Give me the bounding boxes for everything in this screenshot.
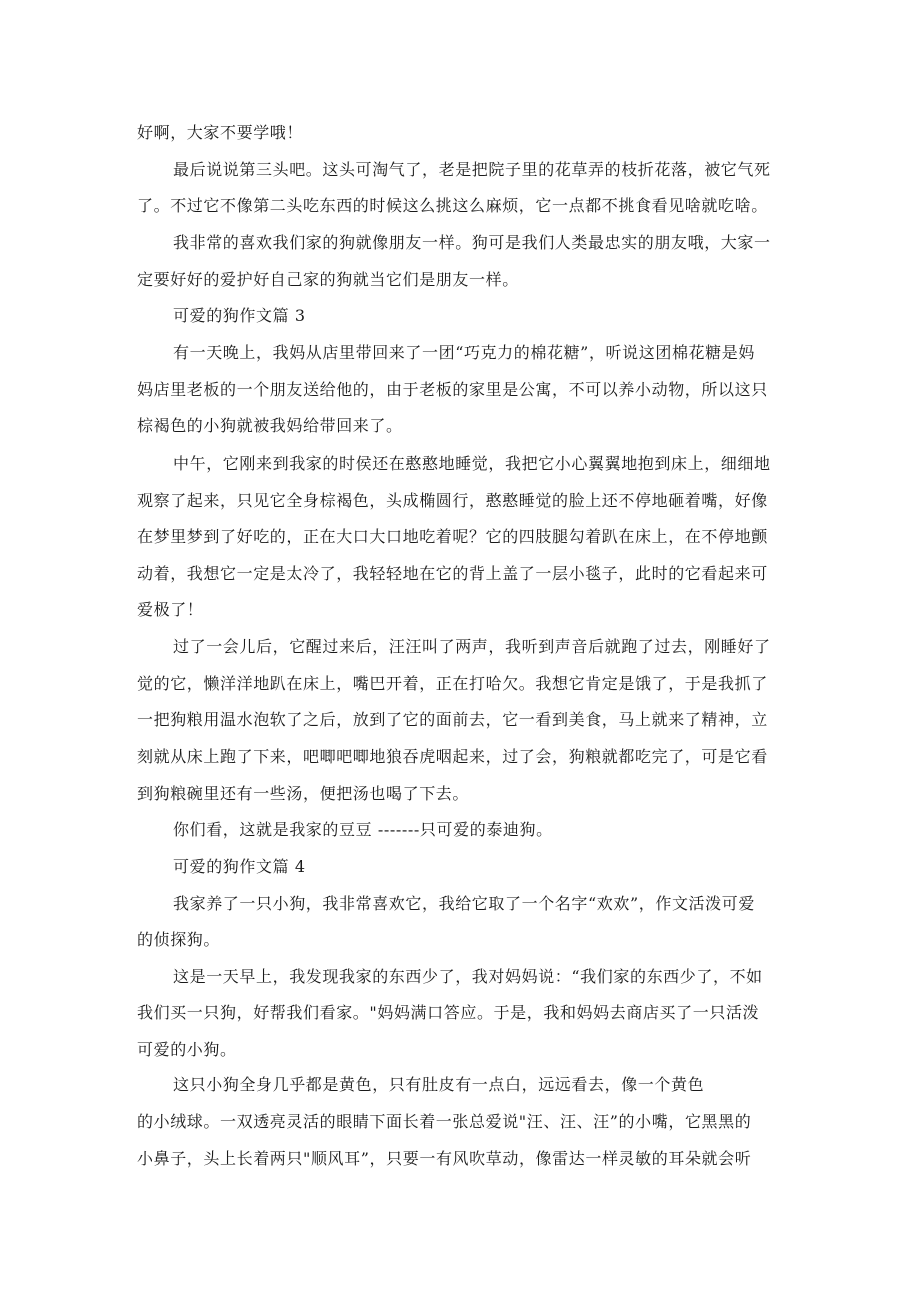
text-line: 可爱的小狗。 (137, 1040, 237, 1059)
text-line: 我们买一只狗，好帮我们看家。"妈妈满口答应。于是，我和妈妈去商店买了一只活泼 (137, 1003, 760, 1022)
text-line: 动着，我想它一定是太冷了，我轻轻地在它的背上盖了一层小毯子，此时的它看起来可 (137, 564, 768, 583)
text-line: 最后说说第三头吧。这头可淘气了，老是把院子里的花草弄的枝折花落，被它气死 (173, 160, 771, 179)
text-line: 中午，它刚来到我家的时侯还在憨憨地睡觉，我把它小心翼翼地抱到床上，细细地 (173, 454, 771, 473)
text-line: 定要好好的爱护好自己家的狗就当它们是朋友一样。 (137, 270, 519, 289)
text-line: 刻就从床上跑了下来，吧唧吧唧地狼吞虎咽起来，过了会，狗粮就都吃完了，可是它看 (137, 747, 768, 766)
text-line: 到狗粮碗里还有一些汤，便把汤也喝了下去。 (137, 784, 470, 803)
text-line: 这只小狗全身几乎都是黄色，只有肚皮有一点白，远远看去，像一个黄色 (173, 1075, 705, 1094)
text-line: 你们看，这就是我家的豆豆 -------只可爱的泰迪狗。 (173, 820, 553, 839)
section-heading: 可爱的狗作文篇 3 (173, 306, 306, 325)
text-line: 一把狗粮用温水泡软了之后，放到了它的面前去，它一看到美食，马上就来了精神，立 (137, 710, 768, 729)
text-line: 在梦里梦到了好吃的，正在大口大口地吃着呢？它的四肢腿勾着趴在床上，在不停地颤 (137, 527, 768, 546)
text-line: 小鼻子，头上长着两只"顺风耳”，只要一有风吹草动，像雷达一样灵敏的耳朵就会听 (137, 1149, 752, 1168)
text-line: 的侦探狗。 (137, 930, 221, 949)
text-line: 我家养了一只小狗，我非常喜欢它，我给它取了一个名字“欢欢”，作文活泼可爱 (173, 894, 755, 913)
text-line: 过了一会儿后，它醒过来后，汪汪叫了两声，我听到声音后就跑了过去，刚睡好了 (173, 637, 771, 656)
text-line: 觉的它，懒洋洋地趴在床上，嘴巴开着，正在打哈欠。我想它肯定是饿了，于是我抓了 (137, 674, 768, 693)
text-line: 我非常的喜欢我们家的狗就像朋友一样。狗可是我们人类最忠实的朋友哦，大家一 (173, 233, 771, 252)
text-line: 爱极了！ (137, 600, 204, 619)
text-line: 这是一天早上，我发现我家的东西少了，我对妈妈说：“我们家的东西少了，不如 (173, 967, 763, 986)
text-line: 的小绒球。一双透亮灵活的眼睛下面长着一张总爱说"汪、汪、汪”的小嘴，它黑黑的 (137, 1112, 752, 1131)
text-line: 棕褐色的小狗就被我妈给带回来了。 (137, 416, 403, 435)
text-line: 好啊，大家不要学哦！ (137, 123, 304, 142)
text-line: 观察了起来，只见它全身棕褐色，头成椭圆行，憨憨睡觉的脸上还不停地砸着嘴，好像 (137, 491, 768, 510)
section-heading: 可爱的狗作文篇 4 (173, 857, 306, 876)
text-line: 了。不过它不像第二头吃东西的时候这么挑这么麻烦，它一点都不挑食看见啥就吃啥。 (137, 196, 768, 215)
text-line: 有一天晚上，我妈从店里带回来了一团“巧克力的棉花糖”，听说这团棉花糖是妈 (173, 343, 755, 362)
text-line: 妈店里老板的一个朋友送给他的，由于老板的家里是公寓，不可以养小动物，所以这只 (137, 380, 768, 399)
